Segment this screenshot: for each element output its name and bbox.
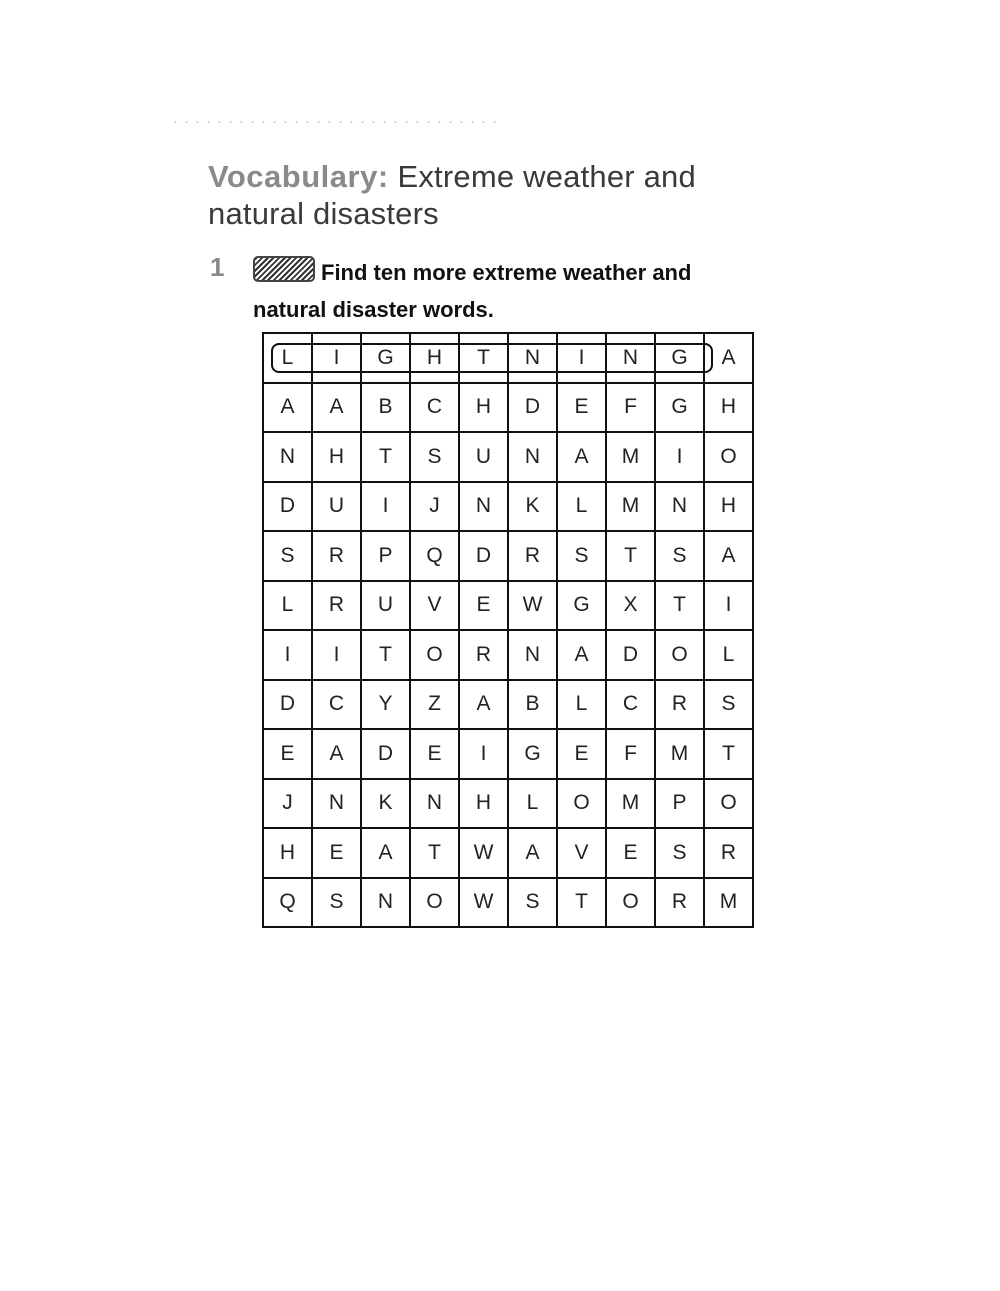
topic-line-2: natural disasters (208, 196, 439, 231)
grid-cell[interactable]: I (361, 482, 410, 532)
grid-cell[interactable]: W (459, 828, 508, 878)
grid-cell[interactable]: O (704, 432, 753, 482)
grid-cell[interactable]: A (704, 333, 753, 383)
grid-cell[interactable]: R (655, 878, 704, 928)
grid-cell[interactable]: T (655, 581, 704, 631)
grid-cell[interactable]: Z (410, 680, 459, 730)
grid-cell[interactable]: I (312, 630, 361, 680)
grid-cell[interactable]: I (557, 333, 606, 383)
grid-cell[interactable]: K (508, 482, 557, 532)
grid-cell[interactable]: R (704, 828, 753, 878)
grid-cell[interactable]: E (312, 828, 361, 878)
grid-cell[interactable]: T (704, 729, 753, 779)
grid-cell[interactable]: E (606, 828, 655, 878)
grid-cell[interactable]: Q (410, 531, 459, 581)
grid-cell[interactable]: G (655, 383, 704, 433)
grid-cell[interactable]: C (606, 680, 655, 730)
grid-cell[interactable]: N (606, 333, 655, 383)
grid-cell[interactable]: D (361, 729, 410, 779)
grid-cell[interactable]: L (557, 680, 606, 730)
grid-cell[interactable]: D (606, 630, 655, 680)
grid-cell[interactable]: T (459, 333, 508, 383)
grid-cell[interactable]: N (459, 482, 508, 532)
grid-cell[interactable]: T (361, 630, 410, 680)
grid-cell[interactable]: V (410, 581, 459, 631)
grid-cell[interactable]: G (361, 333, 410, 383)
grid-cell[interactable]: A (263, 383, 312, 433)
vocabulary-label: Vocabulary: (208, 159, 389, 194)
grid-cell[interactable]: A (312, 383, 361, 433)
instruction-line-1: Find ten more extreme weather and (321, 260, 692, 285)
grid-cell[interactable]: Y (361, 680, 410, 730)
grid-cell[interactable]: B (361, 383, 410, 433)
grid-cell[interactable]: H (704, 383, 753, 433)
grid-cell[interactable]: N (508, 432, 557, 482)
grid-cell[interactable]: R (508, 531, 557, 581)
grid-cell[interactable]: A (508, 828, 557, 878)
grid-cell[interactable]: F (606, 729, 655, 779)
grid-cell[interactable]: V (557, 828, 606, 878)
grid-row (263, 383, 753, 433)
grid-cell[interactable]: M (704, 878, 753, 928)
grid-cell[interactable]: A (361, 828, 410, 878)
example-word-circle (271, 343, 713, 373)
grid-cell[interactable]: D (508, 383, 557, 433)
grid-row (263, 432, 753, 482)
grid-cell[interactable]: E (263, 729, 312, 779)
grid-cell[interactable]: E (557, 383, 606, 433)
grid-cell[interactable]: F (606, 383, 655, 433)
grid-cell[interactable]: K (361, 779, 410, 829)
grid-cell[interactable]: H (704, 482, 753, 532)
grid-row (263, 779, 753, 829)
grid-row (263, 630, 753, 680)
grid-cell[interactable]: B (508, 680, 557, 730)
grid-cell[interactable]: L (263, 333, 312, 383)
grid-cell[interactable]: M (655, 729, 704, 779)
grid-row (263, 828, 753, 878)
grid-cell[interactable]: T (410, 828, 459, 878)
grid-cell[interactable]: G (557, 581, 606, 631)
grid-cell[interactable]: S (557, 531, 606, 581)
grid-cell[interactable]: U (361, 581, 410, 631)
grid-cell[interactable]: G (655, 333, 704, 383)
grid-row (263, 680, 753, 730)
grid-cell[interactable]: W (459, 878, 508, 928)
grid-cell[interactable]: I (704, 581, 753, 631)
grid-row (263, 531, 753, 581)
grid-cell[interactable]: N (361, 878, 410, 928)
grid-cell[interactable]: O (557, 779, 606, 829)
grid-cell[interactable]: W (508, 581, 557, 631)
grid-cell[interactable]: O (606, 878, 655, 928)
grid-cell[interactable]: A (557, 432, 606, 482)
grid-cell[interactable]: S (508, 878, 557, 928)
grid-cell[interactable]: U (459, 432, 508, 482)
grid-cell[interactable]: T (606, 531, 655, 581)
grid-cell[interactable]: N (508, 333, 557, 383)
grid-cell[interactable]: S (655, 531, 704, 581)
grid-cell[interactable]: R (312, 531, 361, 581)
grid-row (263, 729, 753, 779)
grid-cell[interactable]: I (263, 630, 312, 680)
grid-row (263, 581, 753, 631)
grid-cell[interactable]: I (459, 729, 508, 779)
grid-cell[interactable]: N (508, 630, 557, 680)
grid-cell[interactable]: A (312, 729, 361, 779)
grid-cell[interactable]: C (312, 680, 361, 730)
grid-cell[interactable]: G (508, 729, 557, 779)
grid-cell[interactable]: N (655, 482, 704, 532)
grid-cell[interactable]: M (606, 779, 655, 829)
grid-cell[interactable]: O (655, 630, 704, 680)
grid-cell[interactable]: N (263, 432, 312, 482)
grid-cell[interactable]: E (459, 581, 508, 631)
grid-cell[interactable]: A (704, 531, 753, 581)
topic-line-1: Extreme weather and (397, 159, 696, 194)
grid-cell[interactable]: Q (263, 878, 312, 928)
grid-cell[interactable]: M (606, 482, 655, 532)
grid-cell[interactable]: H (410, 333, 459, 383)
grid-cell[interactable]: D (263, 482, 312, 532)
grid-cell[interactable]: H (312, 432, 361, 482)
page-title (208, 158, 768, 232)
grid-cell[interactable]: R (655, 680, 704, 730)
grid-cell[interactable]: T (557, 878, 606, 928)
grid-cell[interactable]: H (459, 779, 508, 829)
grid-cell[interactable]: M (606, 432, 655, 482)
grid-cell[interactable]: S (704, 680, 753, 730)
grid-cell[interactable]: L (508, 779, 557, 829)
grid-cell[interactable]: A (557, 630, 606, 680)
grid-cell[interactable]: A (459, 680, 508, 730)
grid-cell[interactable]: O (410, 630, 459, 680)
grid-cell[interactable]: H (459, 383, 508, 433)
grid-cell[interactable]: L (263, 581, 312, 631)
grid-cell[interactable]: X (606, 581, 655, 631)
grid-cell[interactable]: D (459, 531, 508, 581)
grid-cell[interactable]: R (459, 630, 508, 680)
grid-cell[interactable]: N (410, 779, 459, 829)
grid-cell[interactable]: S (263, 531, 312, 581)
grid-cell[interactable]: I (655, 432, 704, 482)
grid-cell[interactable]: S (312, 878, 361, 928)
grid-cell[interactable]: O (410, 878, 459, 928)
scan-artifact (170, 120, 500, 124)
grid-cell[interactable]: C (410, 383, 459, 433)
grid-cell[interactable]: O (704, 779, 753, 829)
grid-cell[interactable]: T (361, 432, 410, 482)
grid-row (263, 878, 753, 928)
grid-cell[interactable]: P (655, 779, 704, 829)
exercise-instruction (253, 254, 773, 328)
grid-cell[interactable]: H (263, 828, 312, 878)
grid-cell[interactable]: L (704, 630, 753, 680)
word-search-grid (262, 332, 754, 928)
grid-cell[interactable]: N (312, 779, 361, 829)
grid-cell[interactable]: U (312, 482, 361, 532)
exercise-number: 1 (210, 252, 225, 282)
instruction-line-2: natural disaster words. (253, 297, 494, 322)
grid-cell[interactable]: L (557, 482, 606, 532)
grid-cell[interactable]: P (361, 531, 410, 581)
grid-cell[interactable]: I (312, 333, 361, 383)
grid-cell[interactable]: E (557, 729, 606, 779)
grid-row (263, 482, 753, 532)
grid-cell[interactable]: D (263, 680, 312, 730)
grid-cell[interactable]: S (410, 432, 459, 482)
grid-cell[interactable]: R (312, 581, 361, 631)
grid-cell[interactable]: S (655, 828, 704, 878)
grid-cell[interactable]: J (263, 779, 312, 829)
grid-cell[interactable]: E (410, 729, 459, 779)
grid-cell[interactable]: J (410, 482, 459, 532)
